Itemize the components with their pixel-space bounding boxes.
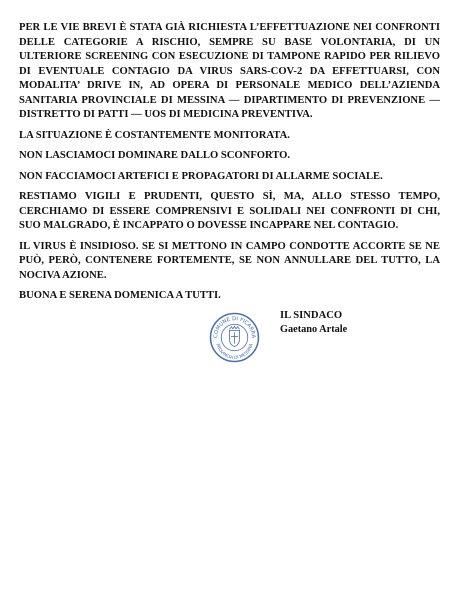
municipal-seal [209, 312, 260, 363]
seal-top-text: COMUNE DI FICARRA [213, 316, 256, 339]
paragraph-monitoring: LA SITUAZIONE È COSTANTEMENTE MONITORATA. [19, 129, 290, 141]
paragraph-screening: PER LE VIE BREVI È STATA GIÀ RICHIESTA L’EFFETTUAZIONE NEI CONFRONTI DELLE CATEGORIE A RISCHIO, SEMPRE SU BASE VOLONTARIA, DI UN ULTERIORE SCREENING CON ESECUZIONE DI TAMPONE RAPIDO PER RILIEVO DI EVENTUALE CONTAGIO DA VIRUS SARS-COV-2 DA EFFETTUARSI, CON MODALITA’ DRIVE IN, AD OPERA DI PERSONALE MEDICO DELL’AZIENDA SANITARIA PROVINCIALE DI MESSINA — DIPARTIMENTO DI PREVENZIONE — DISTRETTO DI PATTI — UOS DI MEDICINA PREVENTIVA. [19, 22, 440, 120]
signature-name: Gaetano Artale [280, 323, 348, 335]
paragraph-greeting: BUONA E SERENA DOMENICA A TUTTI. [19, 290, 221, 301]
paragraph-discouragement: NON LASCIAMOCI DOMINARE DALLO SCONFORTO. [19, 150, 291, 161]
seal-bottom-text: PROVINCIA DI MESSINA [214, 343, 255, 361]
signature-title: IL SINDACO [280, 310, 343, 321]
document-body [19, 21, 440, 304]
paragraph-vigilance: RESTIAMO VIGILI E PRUDENTI, QUESTO SÌ, MA, ALLO STESSO TEMPO, CERCHIAMO DI ESSERE COMPRENSIVI E SOLIDALI NEI CONFRONTI DI CHI, SUO MALGRADO, È INCAPPATO O DOVESSE INCAPPARE NEL CONTAGIO. [19, 191, 440, 231]
seal-emblem-icon [229, 326, 239, 346]
signature-block [280, 309, 347, 336]
paragraph-alarm: NON FACCIAMOCI ARTEFICI E PROPAGATORI DI ALLARME SOCIALE. [19, 170, 383, 182]
paragraph-virus: IL VIRUS È INSIDIOSO. SE SI METTONO IN CAMPO CONDOTTE ACCORTE SE NE PUÒ, PERÒ, CONTENERE FORTEMENTE, SE NON ANNULLARE DEL TUTTO, LA NOCIVA AZIONE. [19, 240, 440, 281]
